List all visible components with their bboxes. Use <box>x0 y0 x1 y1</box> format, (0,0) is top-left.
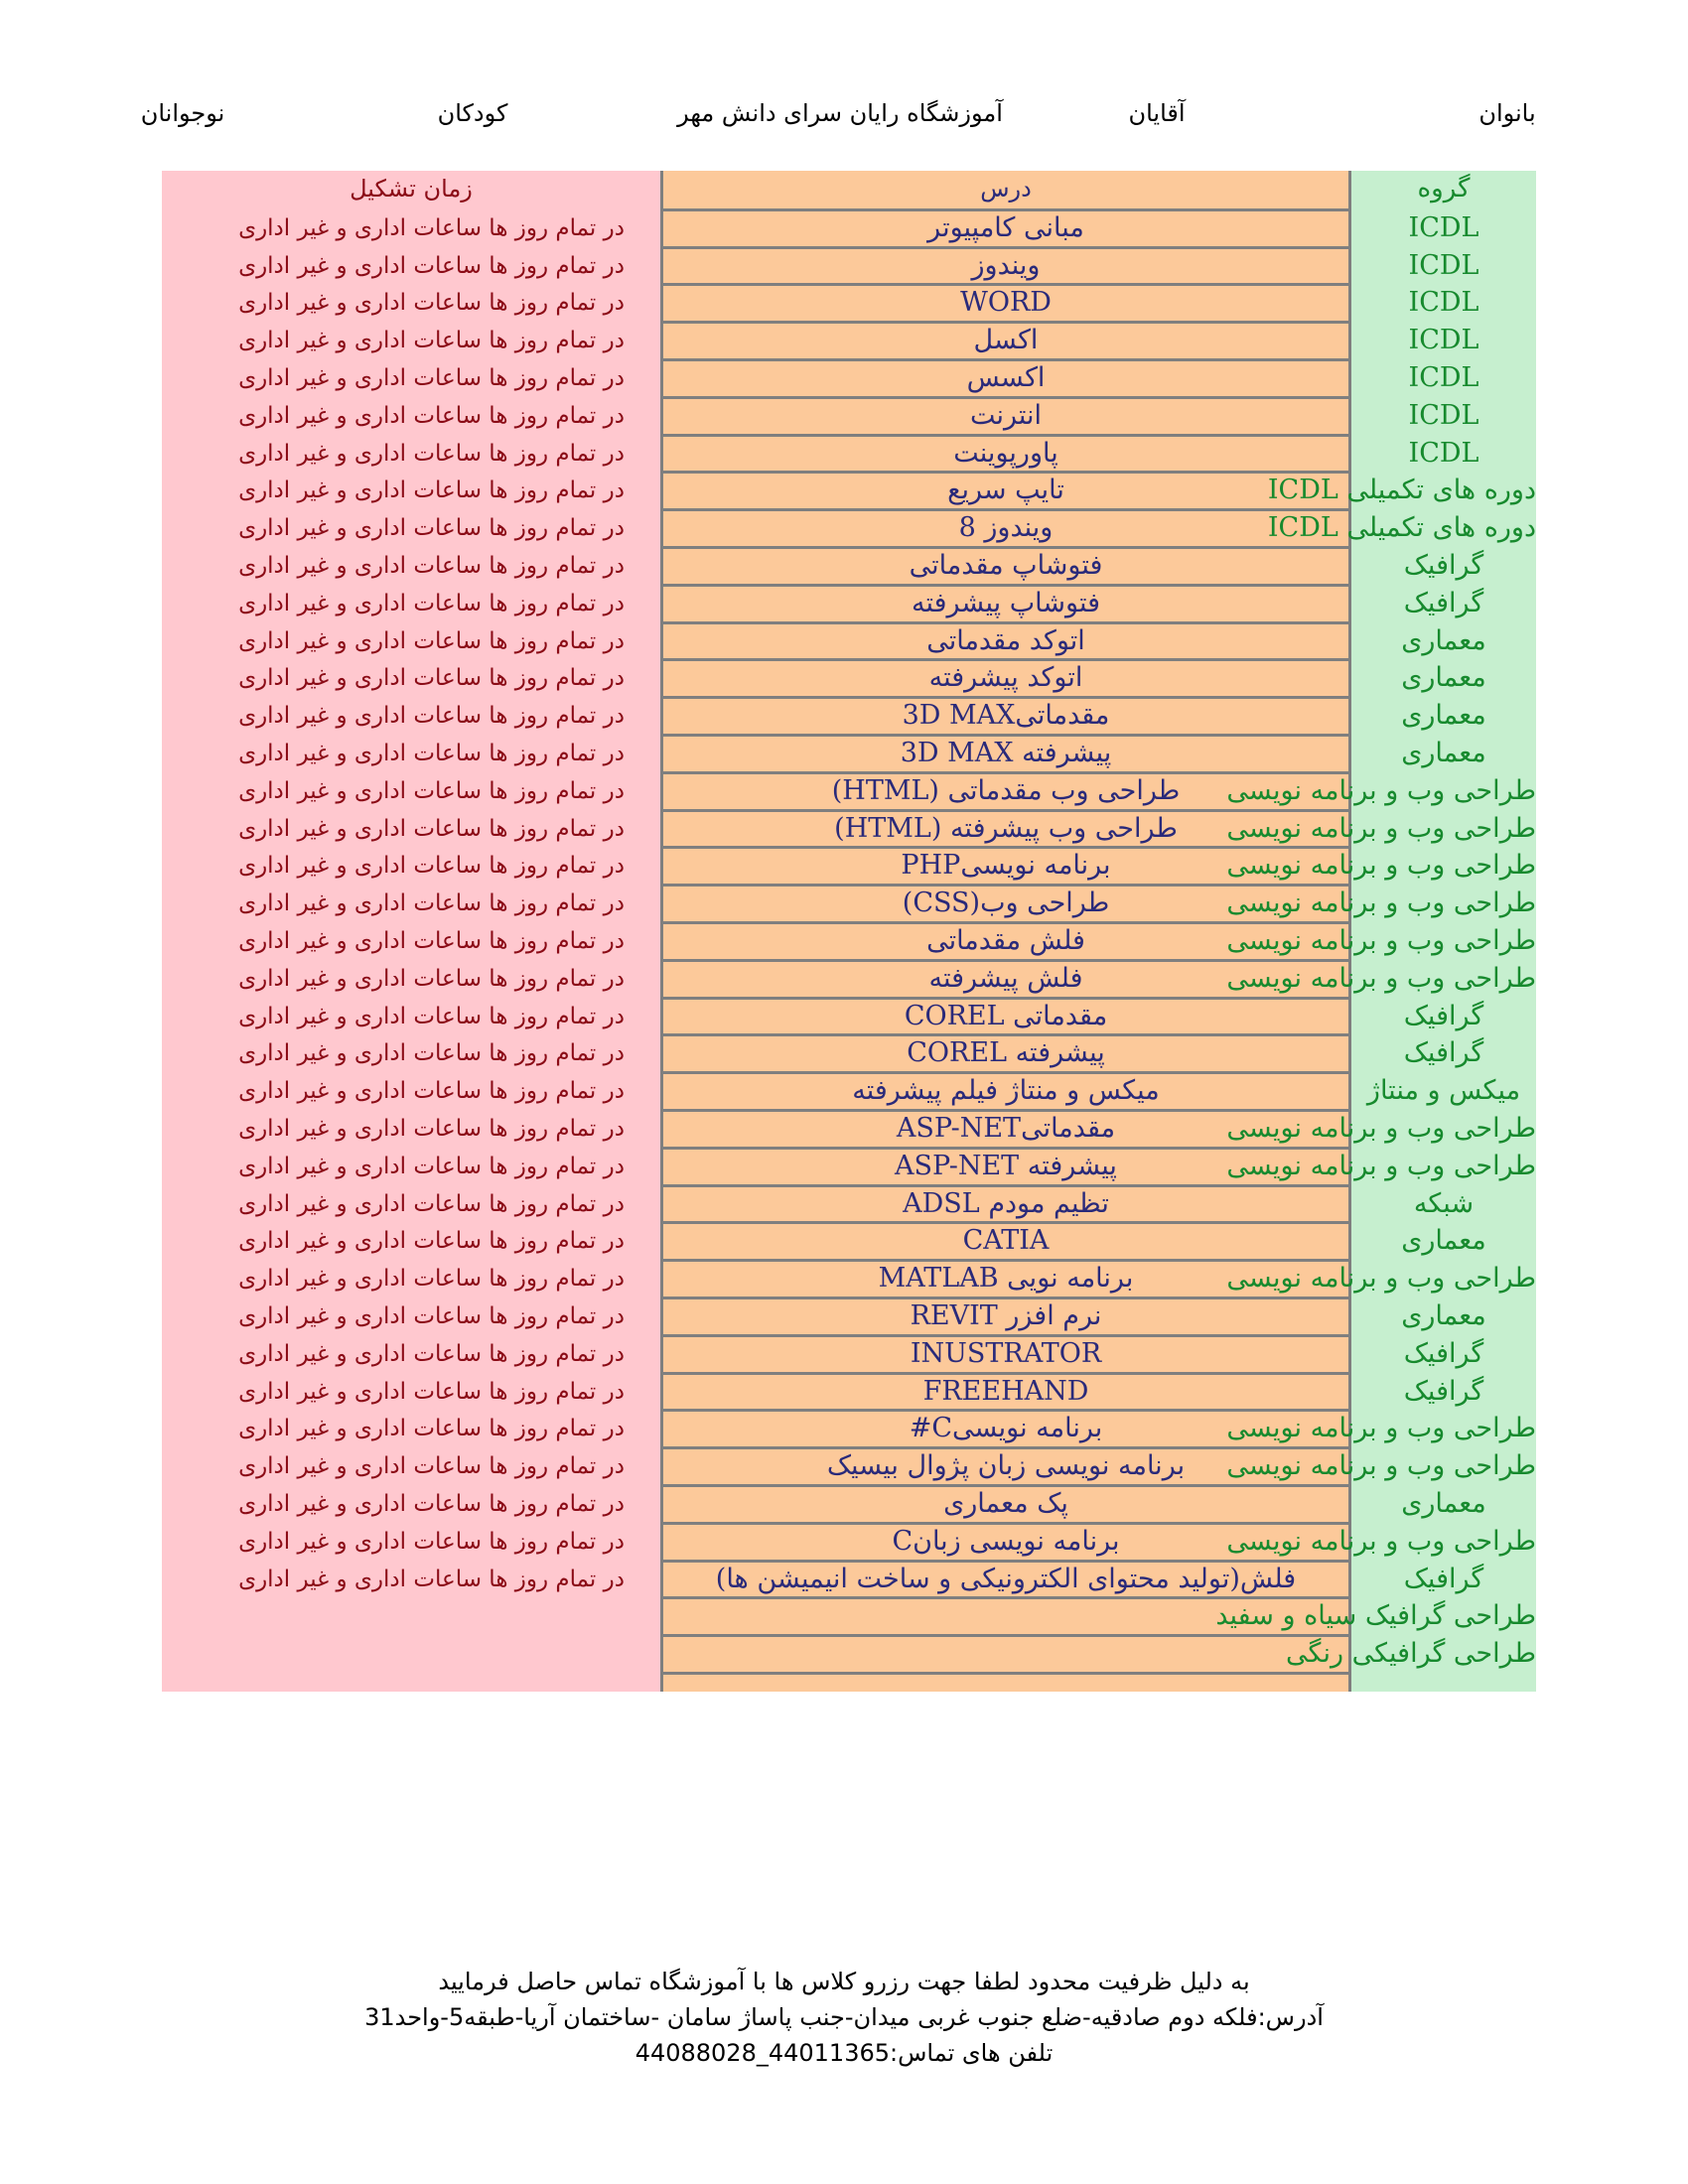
time-cell: در تمام روز ها ساعات اداری و غیر اداری <box>238 741 625 766</box>
course-cell: برنامه نویسیPHP <box>901 850 1111 881</box>
group-cell: دوره های تکمیلی ICDL <box>1267 475 1536 505</box>
time-cell: در تمام روز ها ساعات اداری و غیر اداری <box>238 1416 625 1441</box>
time-cell: در تمام روز ها ساعات اداری و غیر اداری <box>238 365 625 391</box>
time-cell: در تمام روز ها ساعات اداری و غیر اداری <box>238 703 625 729</box>
course-cell: پیشرفته COREL <box>907 1037 1105 1068</box>
group-cell: میکس و منتاژ <box>1366 1075 1521 1106</box>
course-cell: پیشرفته ASP-NET <box>895 1151 1117 1181</box>
group-cell: معماری <box>1401 1300 1486 1331</box>
course-cell: فلش(تولید محتوای الکترونیکی و ساخت انیمیشن ها) <box>715 1564 1297 1594</box>
course-cell: تایپ سریع <box>947 475 1064 505</box>
course-cell: ویندوز <box>971 250 1041 281</box>
time-cell: در تمام روز ها ساعات اداری و غیر اداری <box>238 1078 625 1104</box>
time-cell: در تمام روز ها ساعات اداری و غیر اداری <box>238 1379 625 1405</box>
course-cell <box>660 1635 1351 1673</box>
time-cell: در تمام روز ها ساعات اداری و غیر اداری <box>238 1529 625 1555</box>
time-cell: در تمام روز ها ساعات اداری و غیر اداری <box>238 665 625 691</box>
group-header: گروه <box>1417 174 1471 204</box>
group-cell: شبکه <box>1413 1188 1475 1219</box>
group-cell: طراحی وب و برنامه نویسی <box>1226 1263 1536 1294</box>
time-cell: در تمام روز ها ساعات اداری و غیر اداری <box>238 441 625 467</box>
group-cell: معماری <box>1401 700 1486 731</box>
footer-phone: تلفن های تماس:44011365_44088028 <box>634 2039 1054 2067</box>
group-cell: معماری <box>1401 1225 1486 1256</box>
group-cell: طراحی وب و برنامه نویسی <box>1226 887 1536 918</box>
group-cell: معماری <box>1401 1488 1486 1519</box>
course-cell <box>660 1673 1351 1710</box>
time-cell: در تمام روز ها ساعات اداری و غیر اداری <box>238 1154 625 1179</box>
group-cell <box>1351 1673 1536 1710</box>
group-cell: گرافیک <box>1403 550 1484 581</box>
time-cell: در تمام روز ها ساعات اداری و غیر اداری <box>238 1453 625 1479</box>
course-cell: CATIA <box>962 1225 1050 1256</box>
time-cell: در تمام روز ها ساعات اداری و غیر اداری <box>238 328 625 353</box>
time-cell: در تمام روز ها ساعات اداری و غیر اداری <box>238 1266 625 1292</box>
course-cell: برنامه نویسیC# <box>909 1413 1103 1443</box>
course-cell: مبانی کامپیوتر <box>927 212 1084 243</box>
time-cell: در تمام روز ها ساعات اداری و غیر اداری <box>238 1491 625 1517</box>
group-cell: معماری <box>1401 662 1486 693</box>
group-cell: طراحی وب و برنامه نویسی <box>1226 813 1536 844</box>
time-cell: در تمام روز ها ساعات اداری و غیر اداری <box>238 403 625 429</box>
time-cell: در تمام روز ها ساعات اداری و غیر اداری <box>238 1040 625 1066</box>
time-cell: در تمام روز ها ساعات اداری و غیر اداری <box>238 778 625 804</box>
page-footer <box>0 1964 1688 2071</box>
time-cell: در تمام روز ها ساعات اداری و غیر اداری <box>238 853 625 879</box>
course-cell: FREEHAND <box>922 1376 1089 1407</box>
time-cell: در تمام روز ها ساعات اداری و غیر اداری <box>238 591 625 616</box>
time-cell: در تمام روز ها ساعات اداری و غیر اداری <box>238 1303 625 1329</box>
group-cell: گرافیک <box>1403 1037 1484 1068</box>
group-cell: گرافیک <box>1403 1564 1484 1594</box>
group-cell: معماری <box>1401 738 1486 768</box>
course-cell: اتوکد مقدماتی <box>926 625 1085 656</box>
group-cell: طراحی وب و برنامه نویسی <box>1226 1113 1536 1144</box>
group-cell: ICDL <box>1408 212 1479 243</box>
course-cell: پاورپوینت <box>953 438 1058 469</box>
group-cell: طراحی وب و برنامه نویسی <box>1226 1450 1536 1481</box>
page-header <box>0 99 1688 139</box>
course-cell: برنامه نویسی زبان پژوال بیسیک <box>826 1450 1186 1481</box>
group-cell: طراحی وب و برنامه نویسی <box>1226 850 1536 881</box>
course-cell: مقدماتیASP-NET <box>896 1113 1116 1144</box>
time-cell <box>162 1673 625 1710</box>
course-cell: برنامه نویی MATLAB <box>878 1263 1134 1294</box>
group-cell: ICDL <box>1408 438 1479 469</box>
course-cell: اکسل <box>973 325 1039 355</box>
group-cell: طراحی وب و برنامه نویسی <box>1226 1151 1536 1181</box>
time-cell: در تمام روز ها ساعات اداری و غیر اداری <box>238 1004 625 1029</box>
course-cell: تظیم مودم ADSL <box>903 1188 1109 1219</box>
time-cell: در تمام روز ها ساعات اداری و غیر اداری <box>238 553 625 579</box>
course-header: درس <box>980 175 1032 203</box>
time-cell: در تمام روز ها ساعات اداری و غیر اداری <box>238 1116 625 1142</box>
group-cell: ICDL <box>1408 287 1479 318</box>
time-cell <box>162 1597 625 1635</box>
course-cell: نرم افزر REVIT <box>910 1300 1102 1331</box>
time-cell: در تمام روز ها ساعات اداری و غیر اداری <box>238 816 625 842</box>
group-cell: ICDL <box>1408 325 1479 355</box>
course-cell: برنامه نویسی زبانC <box>892 1526 1120 1557</box>
course-schedule-table <box>162 171 1536 1692</box>
group-cell: گرافیک <box>1403 1338 1484 1369</box>
time-cell: در تمام روز ها ساعات اداری و غیر اداری <box>238 290 625 316</box>
group-cell: طراحی وب و برنامه نویسی <box>1226 775 1536 806</box>
group-column <box>1215 171 1536 1692</box>
group-cell: گرافیک <box>1403 1001 1484 1031</box>
time-cell <box>162 1635 625 1673</box>
course-cell: انترنت <box>969 400 1043 431</box>
course-cell: طراحی وب پیشرفته (HTML) <box>834 813 1178 844</box>
header-children: کودکان <box>437 99 508 127</box>
time-header: زمان تشکیل <box>350 175 473 203</box>
course-cell: پک معماری <box>943 1488 1068 1519</box>
time-cell: در تمام روز ها ساعات اداری و غیر اداری <box>238 1228 625 1254</box>
time-cell: در تمام روز ها ساعات اداری و غیر اداری <box>238 966 625 992</box>
time-cell: در تمام روز ها ساعات اداری و غیر اداری <box>238 628 625 654</box>
group-cell: طراحی وب و برنامه نویسی <box>1226 1526 1536 1557</box>
header-men: آقایان <box>1128 99 1186 127</box>
time-cell: در تمام روز ها ساعات اداری و غیر اداری <box>238 1341 625 1367</box>
time-cell: در تمام روز ها ساعات اداری و غیر اداری <box>238 890 625 916</box>
time-cell: در تمام روز ها ساعات اداری و غیر اداری <box>238 253 625 279</box>
time-cell: در تمام روز ها ساعات اداری و غیر اداری <box>238 478 625 503</box>
course-cell: فتوشاپ پیشرفته <box>911 588 1101 618</box>
course-cell: فتوشاپ مقدماتی <box>909 550 1103 581</box>
header-women: بانوان <box>1478 99 1536 127</box>
group-cell: ICDL <box>1408 362 1479 393</box>
course-cell: مقدماتی COREL <box>904 1001 1108 1031</box>
footer-notice: به دلیل ظرفیت محدود لطفا جهت رزرو کلاس ها با آموزشگاه تماس حاصل فرمایید <box>438 1968 1250 1995</box>
group-cell: ICDL <box>1408 250 1479 281</box>
group-cell: طراحی وب و برنامه نویسی <box>1226 963 1536 994</box>
group-cell: ICDL <box>1408 400 1479 431</box>
group-cell: طراحی گرافیکی رنگی <box>1286 1638 1536 1669</box>
course-cell: طراحی وب مقدماتی (HTML) <box>831 775 1181 806</box>
group-cell: معماری <box>1401 625 1486 656</box>
group-cell: گرافیک <box>1403 1376 1484 1407</box>
course-cell: فلش پیشرفته <box>928 963 1083 994</box>
course-cell: WORD <box>960 287 1052 318</box>
course-cell: اتوکد پیشرفته <box>928 662 1083 693</box>
group-cell: طراحی گرافیک سیاه و سفید <box>1215 1600 1536 1631</box>
header-institute-title: آموزشگاه رایان سرای دانش مهر <box>677 99 1003 127</box>
footer-address: آدرس:فلکه دوم صادقیه-ضلع جنوب غربی میدان-جنب پاساژ سامان -ساختمان آریا-طبقه5-واحد31 <box>364 2003 1324 2031</box>
course-cell: طراحی وب(CSS) <box>902 887 1110 918</box>
course-cell: پیشرفته 3D MAX <box>900 738 1112 768</box>
course-cell: INUSTRATOR <box>910 1338 1102 1369</box>
time-column <box>162 171 660 1692</box>
time-cell: در تمام روز ها ساعات اداری و غیر اداری <box>238 1567 625 1592</box>
course-cell: ویندوز 8 <box>958 512 1054 543</box>
group-cell: گرافیک <box>1403 588 1484 618</box>
group-cell: طراحی وب و برنامه نویسی <box>1226 1413 1536 1443</box>
time-cell: در تمام روز ها ساعات اداری و غیر اداری <box>238 928 625 954</box>
group-cell: دوره های تکمیلی ICDL <box>1267 512 1536 543</box>
course-cell: اکسس <box>966 362 1046 393</box>
group-cell: طراحی وب و برنامه نویسی <box>1226 925 1536 956</box>
course-cell: میکس و منتاژ فیلم پیشرفته <box>852 1075 1160 1106</box>
time-cell: در تمام روز ها ساعات اداری و غیر اداری <box>238 1191 625 1217</box>
time-cell: در تمام روز ها ساعات اداری و غیر اداری <box>238 515 625 541</box>
course-cell: فلش مقدماتی <box>926 925 1085 956</box>
course-cell: مقدماتی3D MAX <box>902 700 1110 731</box>
header-teens: نوجوانان <box>140 99 225 127</box>
time-cell: در تمام روز ها ساعات اداری و غیر اداری <box>238 215 625 241</box>
